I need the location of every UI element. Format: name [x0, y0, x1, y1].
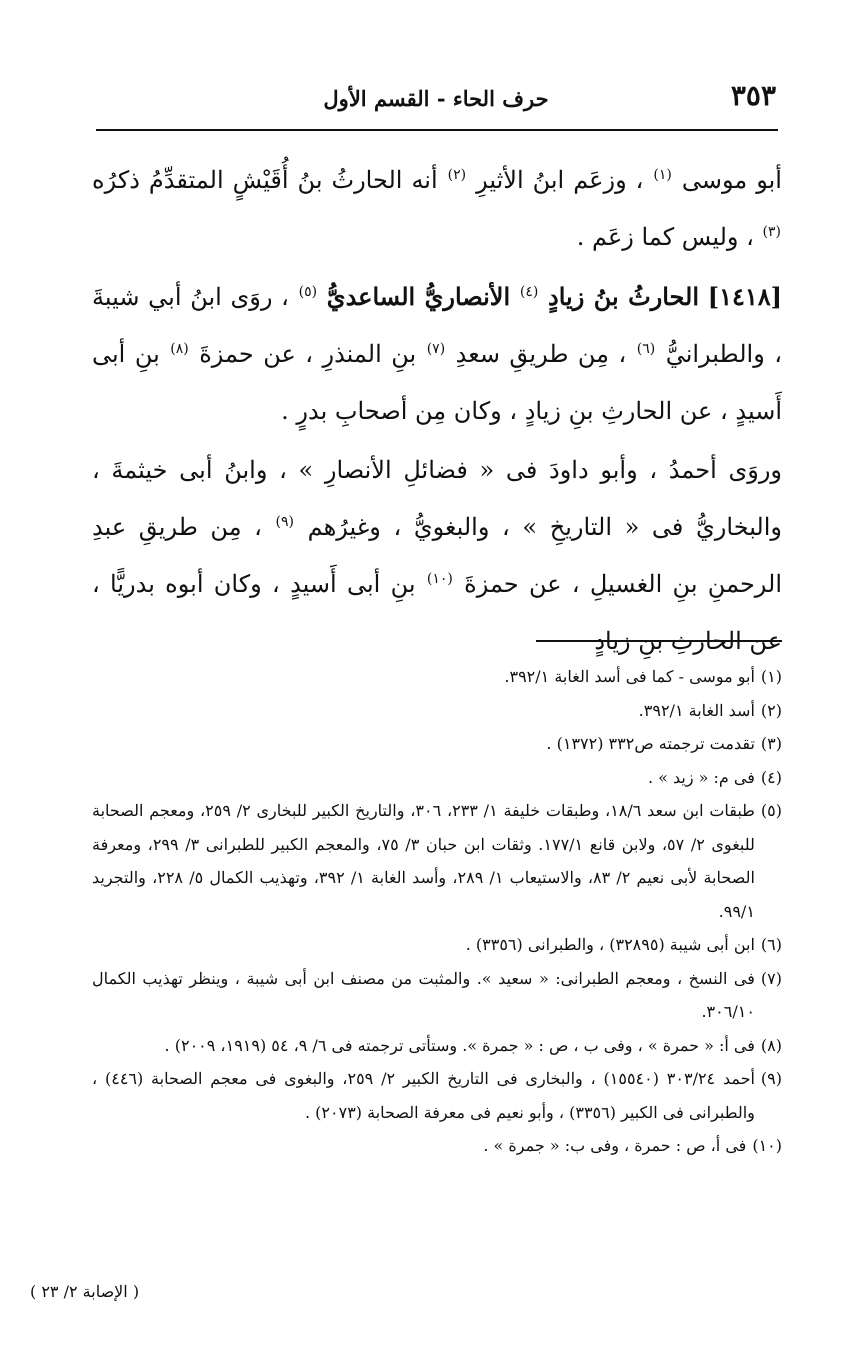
footnote-number: (٩): [760, 1069, 782, 1088]
footnote-text: ابن أبى شيبة (٣٢٨٩٥) ، والطبرانى (٣٣٥٦) .: [465, 935, 755, 954]
footnote-number: (١٠): [752, 1136, 782, 1155]
footnote-item: [92, 727, 782, 761]
header-rule: [96, 129, 778, 131]
footnote-item: [92, 761, 782, 795]
text-run: بنِ أبى أَسيدٍ ، وكان أبوه بدريًّا ، عن الحارثِ بنِ زيادٍ: [92, 570, 782, 655]
footnote-number: (٧): [760, 968, 782, 988]
footnote-text: فى النسخ ، ومعجم الطبرانى: « سعيد ». والمثبت من مصنف ابن أبى شيبة ، وينظر تهذيب الكمال ٣٠٦/١٠.: [92, 968, 755, 1021]
entry-title-nisba: الأنصاريُّ الساعديُّ: [326, 282, 511, 311]
footnote-number: (٨): [760, 1035, 782, 1055]
paragraph-2: [92, 268, 782, 440]
printer-signature: ( الإصابة ٢/ ٢٣ ): [30, 1282, 140, 1301]
footnote-item: [92, 1029, 782, 1063]
footnote-number: (٣): [760, 734, 782, 753]
footnote-ref-10[interactable]: (١٠): [426, 571, 453, 587]
footnote-ref-5[interactable]: (٥): [298, 284, 318, 300]
text-run: أنه الحارثُ بنُ أُقَيْشٍ المتقدِّمُ ذكرُه: [92, 166, 438, 194]
footnote-text: أسد الغابة ٣٩٢/١.: [638, 700, 755, 720]
footnote-item: [92, 794, 782, 928]
footnote-ref-9[interactable]: (٩): [275, 514, 295, 530]
footnote-number: (١): [760, 667, 782, 686]
main-text: [92, 152, 782, 670]
text-run: أبو موسى: [681, 166, 782, 194]
footnote-ref-6[interactable]: (٦): [636, 341, 656, 357]
text-run: بنِ أبى أَسيدٍ ، عن الحارثِ بنِ زيادٍ ، وكان مِن أصحابِ بدرٍ .: [92, 340, 782, 425]
paragraph-1: [92, 152, 782, 266]
footnote-item: [92, 1062, 782, 1129]
footnote-ref-4[interactable]: (٤): [519, 284, 539, 300]
footnotes-list: [92, 660, 782, 1163]
footnote-number: (٥): [760, 801, 782, 820]
footnote-item: [92, 694, 782, 728]
footnote-text: أحمد ٣٠٣/٢٤ (١٥٥٤٠) ، والبخارى فى التاريخ الكبير ٢/ ٢٥٩، والبغوى فى معجم الصحابة (٤٤٦) ، والطبرانى فى الكبير (٣٣٥٦) ، وأبو نعيم فى معرفة الصحابة (٢٠٧٣) .: [92, 1069, 755, 1122]
text-run: ، مِن طريقِ سعدِ: [455, 340, 627, 368]
entry-number: [١٤١٨]: [707, 282, 783, 311]
page-number: ٣٥٣: [730, 79, 776, 112]
footnote-text: فى أ: « حمرة » ، وفى ب ، ص : « جمرة ». وستأتى ترجمته فى ٦/ ٩، ٥٤ (١٩١٩، ٢٠٠٩) .: [164, 1035, 755, 1055]
footnote-ref-1[interactable]: (١): [653, 167, 672, 183]
section-title: حرف الحاء - القسم الأول: [323, 86, 549, 111]
footnote-number: (٤): [760, 767, 782, 787]
entry-title: الحارثُ بنُ زيادٍ: [548, 282, 700, 311]
paragraph-3: [92, 442, 782, 670]
text-run: بنِ المنذرِ ، عن حمزةَ: [199, 340, 417, 368]
footnote-number: (٢): [760, 700, 782, 720]
footnote-ref-7[interactable]: (٧): [426, 341, 446, 357]
footnote-ref-3[interactable]: (٣): [762, 224, 781, 240]
footnote-ref-8[interactable]: (٨): [170, 341, 189, 357]
footnote-rule: [536, 640, 782, 642]
running-head: [96, 79, 776, 122]
text-run: ، مِن طريقِ عبدِ الرحمنِ بنِ الغسيلِ ، عن حمزةَ: [92, 513, 783, 598]
text-run: وروَى أحمدُ ، وأبو داودَ فى « فضائلِ الأنصارِ » ، وابنُ أبى خيثمةَ ، والبخاريُّ فى « التاريخِ » ، والبغويُّ ، وغيرُهم: [92, 456, 782, 541]
footnote-item: [92, 962, 782, 1029]
text-run: ، روَى ابنُ أبي شيبةَ ، والطبرانيُّ: [92, 283, 782, 368]
footnote-text: فى م: « زيد » .: [647, 767, 755, 787]
footnote-number: (٦): [760, 935, 782, 954]
text-run: ، وزعَم ابنُ الأثيرِ: [476, 166, 644, 194]
footnote-item: [92, 1129, 782, 1163]
footnote-ref-2[interactable]: (٢): [447, 167, 467, 183]
footnote-text: تقدمت ترجمته ص٣٣٢ (١٣٧٢) .: [546, 734, 755, 753]
text-run: ، وليس كما زعَم .: [576, 223, 754, 251]
footnote-text: فى أ، ص : حمرة ، وفى ب: « جمرة » .: [483, 1136, 747, 1155]
footnote-text: طبقات ابن سعد ١٨/٦، وطبقات خليفة ١/ ٢٣٣، ٣٠٦، والتاريخ الكبير للبخارى ٢/ ٢٥٩، ومعجم الصحابة للبغوى ٢/ ٥٧، ولابن قانع ١٧٧/١. وثقات ابن حبان ٣/ ٧٥، والمعجم الكبير للطبرانى ٣/ ٢٩٩، ومعرفة الصحابة لأبى نعيم ٢/ ٨٣، والاستيعاب ١/ ٢٨٩، وأسد الغابة ١/ ٣٩٢، وتهذيب الكمال ٥/ ٢٢٨، والتجريد ٩٩/١.: [92, 801, 755, 921]
footnote-text: أبو موسى - كما فى أسد الغابة ٣٩٢/١.: [504, 667, 755, 686]
footnote-item: [92, 660, 782, 694]
footnote-item: [92, 928, 782, 962]
